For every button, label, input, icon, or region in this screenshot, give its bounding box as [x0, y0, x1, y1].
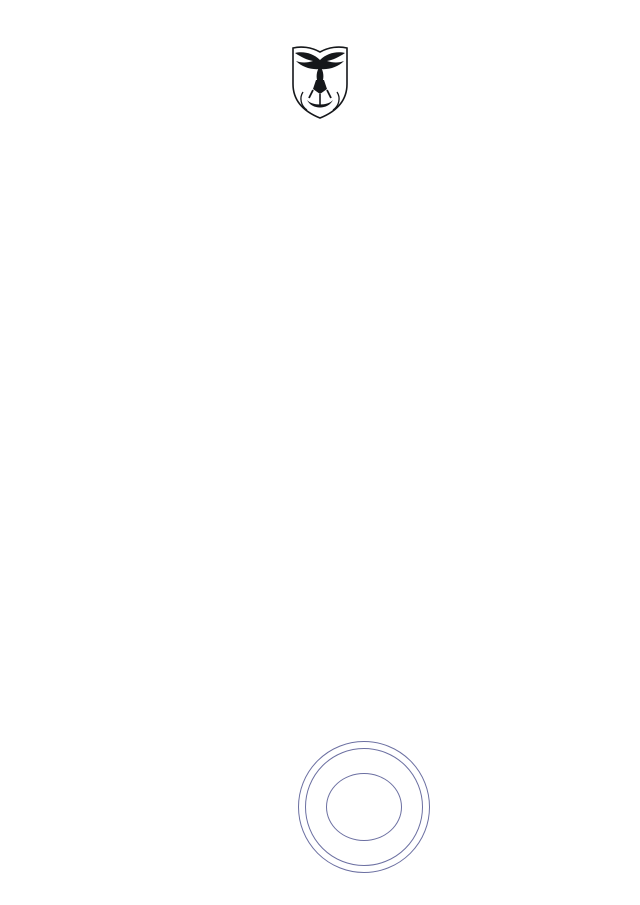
stamp-arc-text: [296, 739, 430, 873]
coat-of-arms-icon: [283, 44, 357, 120]
stamp-middle-ring: [305, 748, 423, 866]
emblem-container: [58, 0, 582, 120]
signature-block: [58, 855, 582, 857]
stamp-outer-ring: [298, 741, 430, 873]
stamp-inner-ring: [326, 773, 402, 841]
stamp-center-text: [330, 779, 396, 833]
